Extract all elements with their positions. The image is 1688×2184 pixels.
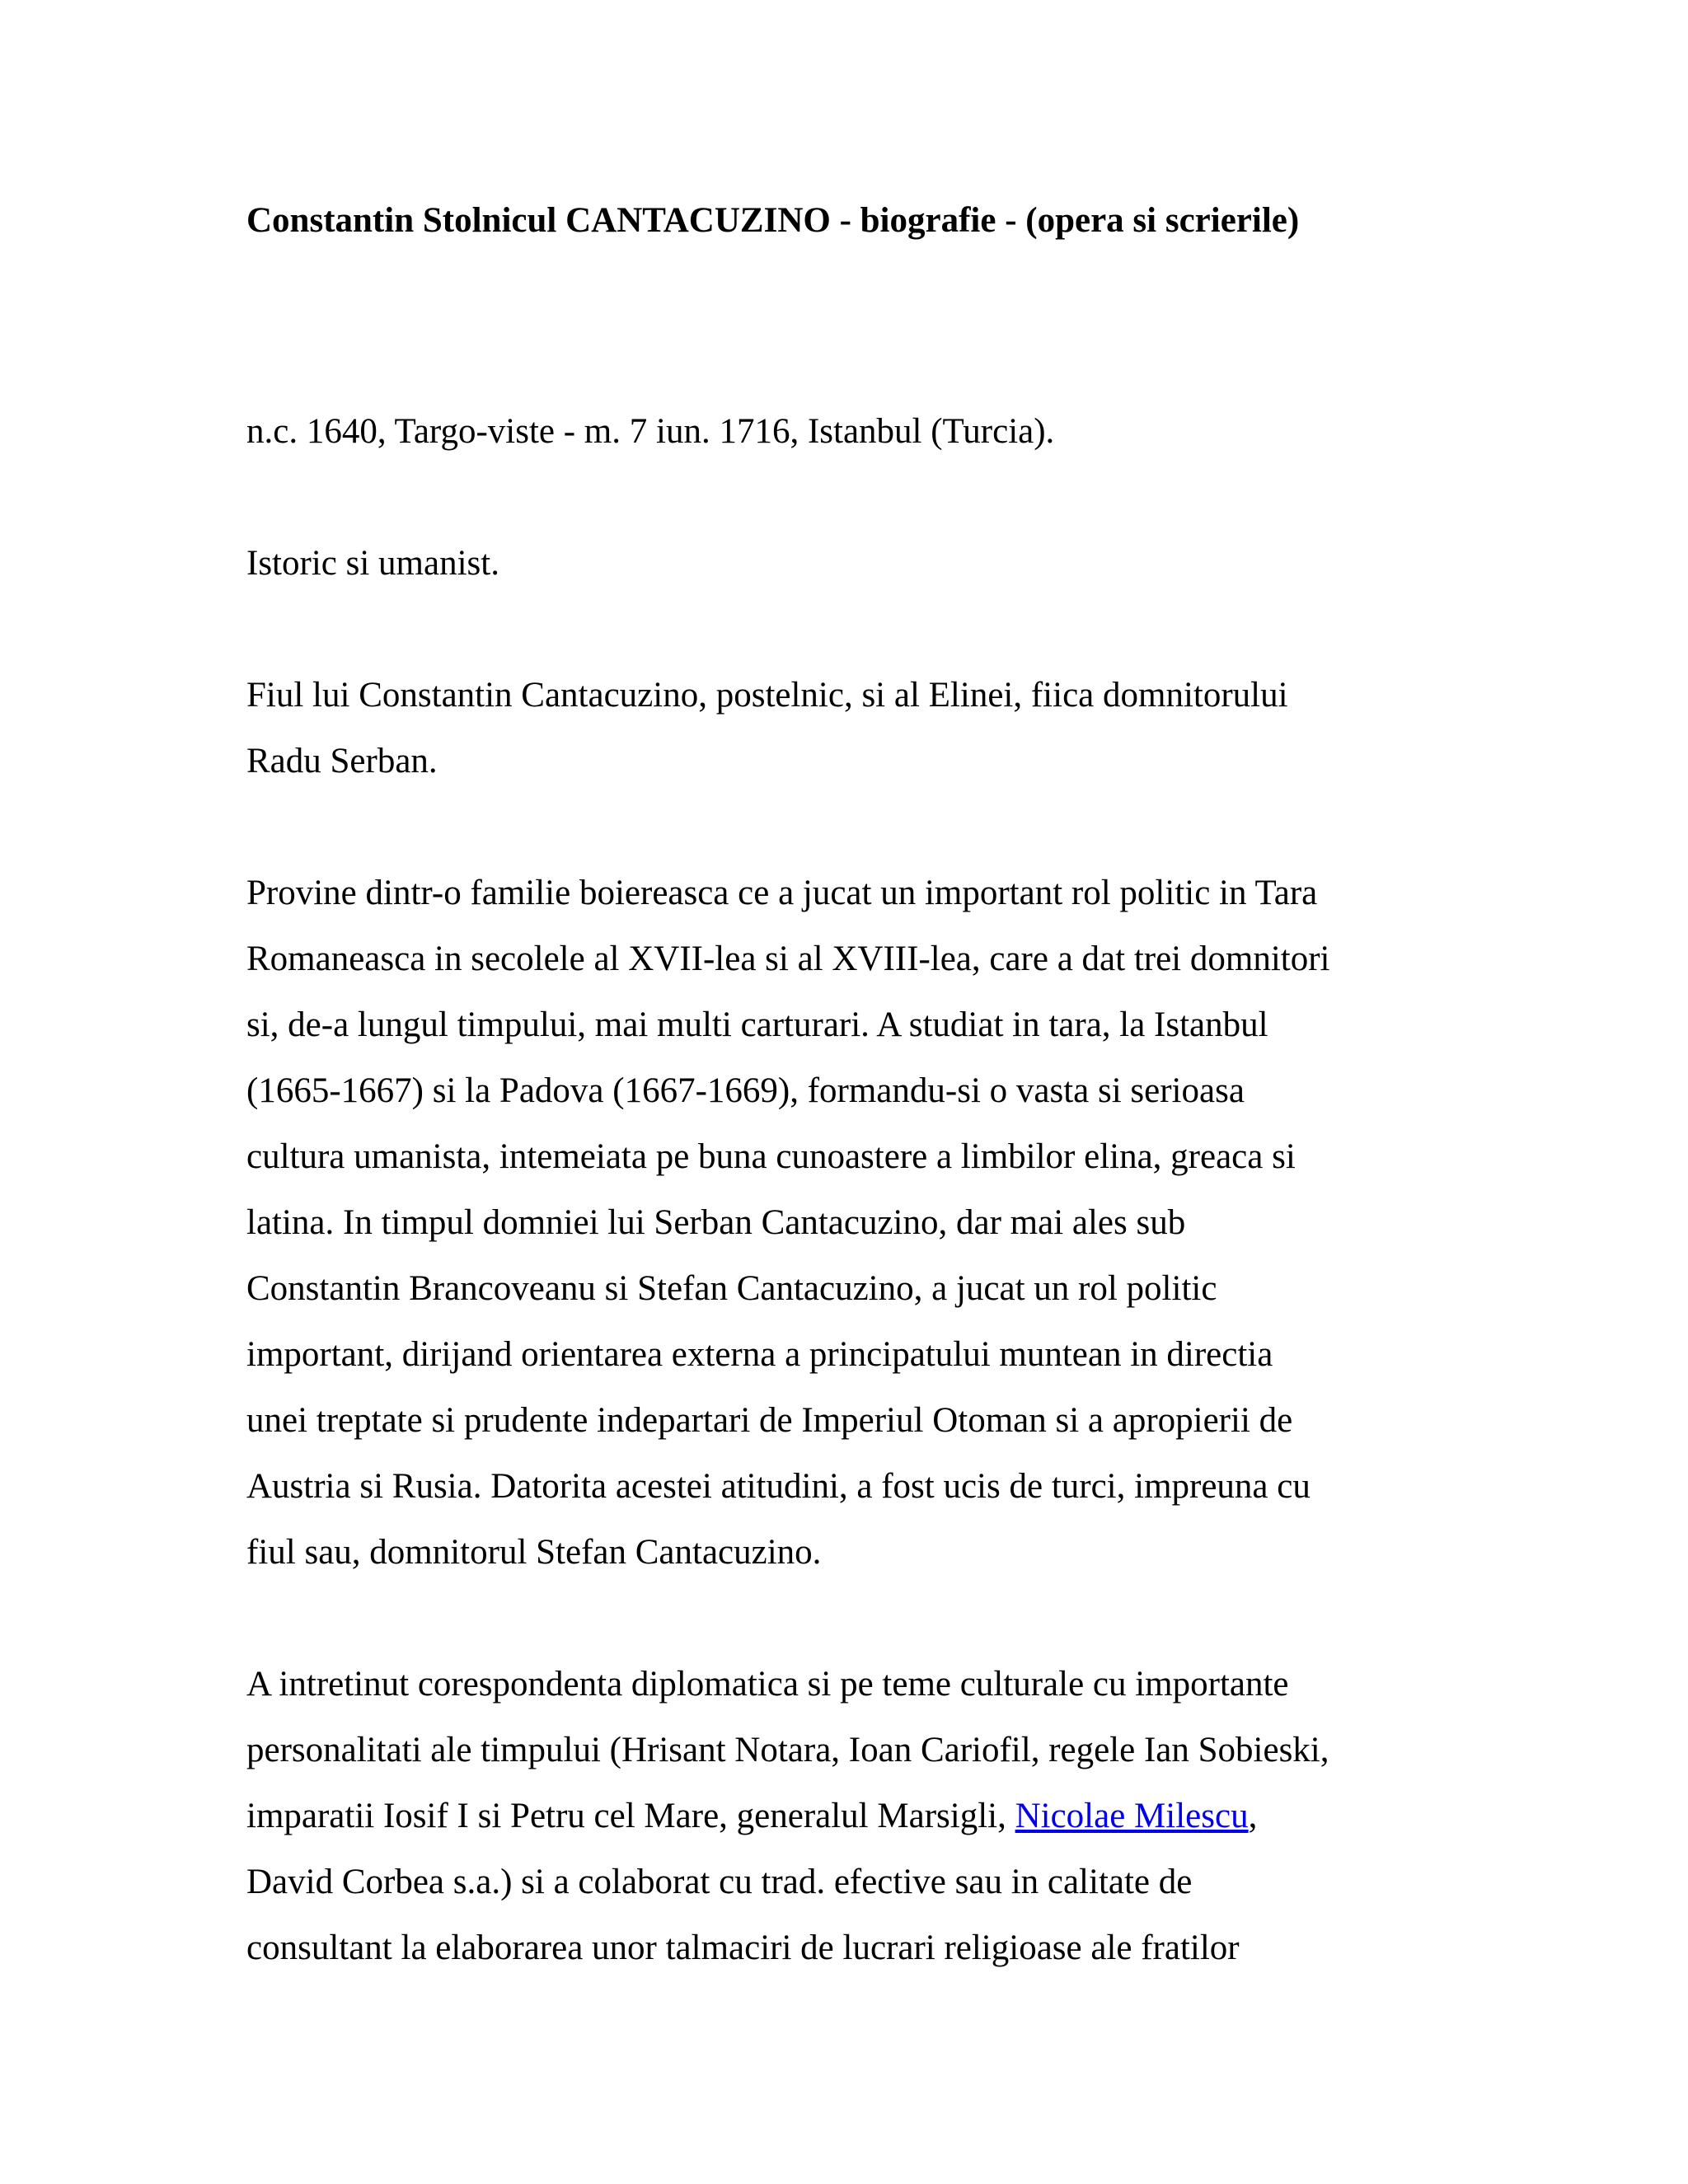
correspondence-line-3	[246, 1783, 1257, 1849]
correspondence-line-5: consultant la elaborarea unor talmaciri de lucrari religioase ale fratilor	[246, 1929, 1240, 1967]
parents-line-1: Fiul lui Constantin Cantacuzino, postelnic, si al Elinei, fiica domnitorului	[246, 676, 1288, 715]
family-line-2: Romaneasca in secolele al XVII-lea si al XVIII-lea, care a dat trei domnitori	[246, 940, 1330, 978]
correspondence-line-1: A intretinut corespondenta diplomatica si pe teme culturale cu importante	[246, 1665, 1289, 1704]
family-line-7: Constantin Brancoveanu si Stefan Cantacuzino, a jucat un rol politic	[246, 1269, 1217, 1308]
family-line-4: (1665-1667) si la Padova (1667-1669), formandu-si o vasta si serioasa	[246, 1071, 1245, 1110]
family-line-6: latina. In timpul domniei lui Serban Cantacuzino, dar mai ales sub	[246, 1203, 1186, 1242]
correspondence-line-3-comma: ,	[1248, 1797, 1258, 1835]
nicolae-milescu-link[interactable]: Nicolae Milescu	[1015, 1797, 1249, 1835]
family-line-1: Provine dintr-o familie boiereasca ce a jucat un important rol politic in Tara	[246, 874, 1318, 912]
family-line-11: fiul sau, domnitorul Stefan Cantacuzino.	[246, 1533, 822, 1572]
family-line-5: cultura umanista, intemeiata pe buna cunoastere a limbilor elina, greaca si	[246, 1137, 1296, 1176]
correspondence-line-4: David Corbea s.a.) si a colaborat cu trad. efective sau in calitate de	[246, 1863, 1193, 1901]
birth-death-line: n.c. 1640, Targo-viste - m. 7 iun. 1716, Istanbul (Turcia).	[246, 412, 1055, 451]
occupation-line: Istoric si umanist.	[246, 544, 499, 583]
family-line-9: unei treptate si prudente indepartari de Imperiul Otoman si a apropierii de	[246, 1401, 1293, 1440]
family-line-3: si, de-a lungul timpului, mai multi carturari. A studiat in tara, la Istanbul	[246, 1005, 1268, 1044]
family-line-8: important, dirijand orientarea externa a principatului muntean in directia	[246, 1335, 1273, 1374]
correspondence-line-2: personalitati ale timpului (Hrisant Notara, Ioan Cariofil, regele Ian Sobieski,	[246, 1731, 1329, 1769]
document-title: Constantin Stolnicul CANTACUZINO - biografie - (opera si scrierile)	[246, 201, 1300, 240]
correspondence-line-3-text: imparatii Iosif I si Petru cel Mare, generalul Marsigli,	[246, 1797, 1015, 1835]
family-line-10: Austria si Rusia. Datorita acestei atitudini, a fost ucis de turci, impreuna cu	[246, 1467, 1311, 1506]
parents-line-2: Radu Serban.	[246, 742, 438, 780]
